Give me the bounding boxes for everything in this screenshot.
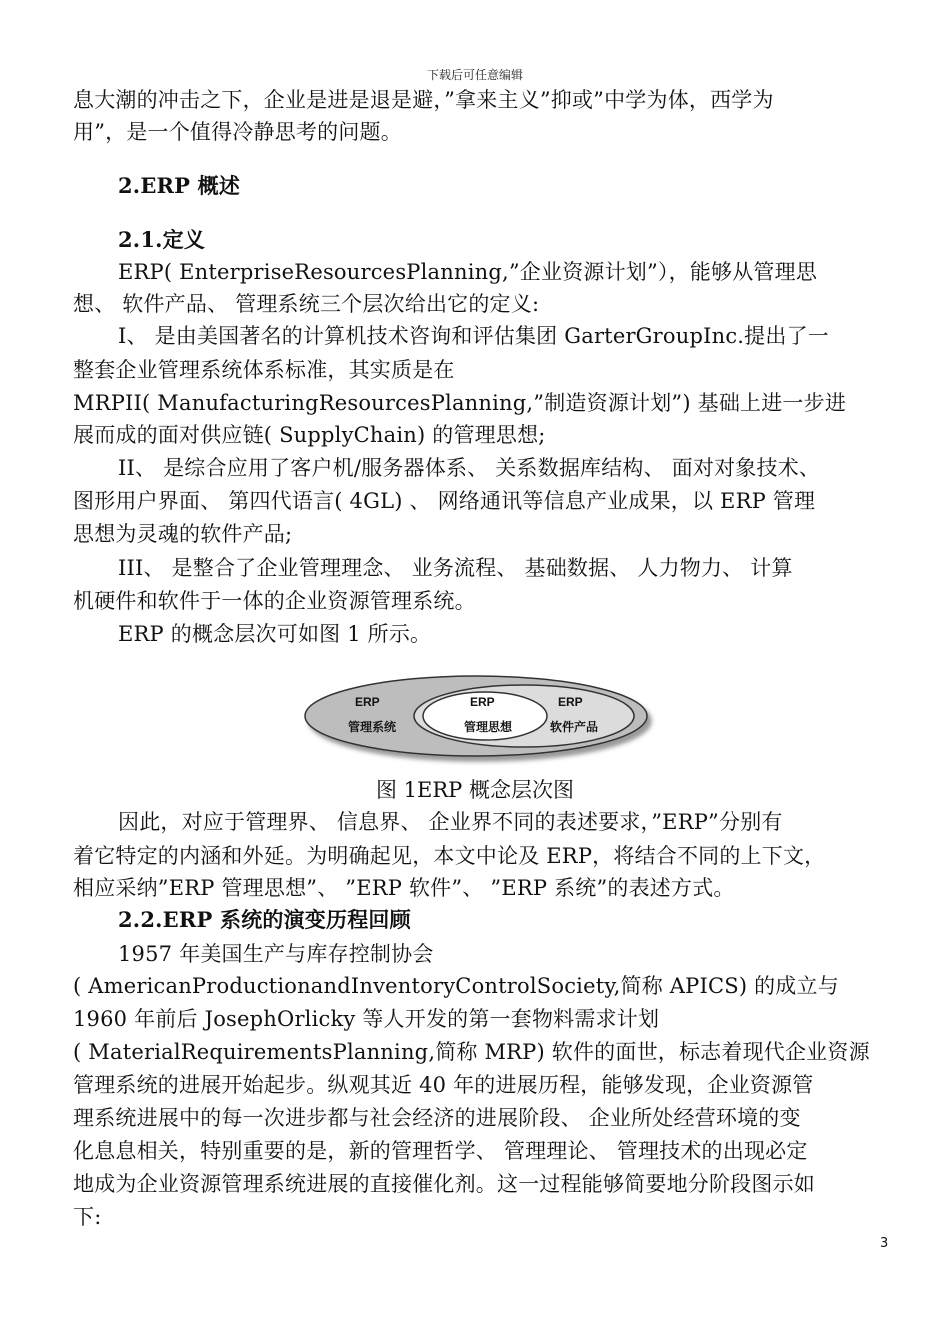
inner-sub: 管理思想 <box>464 720 513 734</box>
subsection-heading: 2.1.定义 <box>118 227 206 252</box>
section-heading: 2.ERP 概述 <box>118 173 241 198</box>
body-line: III、 是整合了企业管理理念、 业务流程、 基础数据、 人力物力、 计算 <box>118 556 793 580</box>
body-line: 整套企业管理系统体系标准，其实质是在 <box>73 358 455 382</box>
body-line: 机硬件和软件于一体的企业资源管理系统。 <box>73 589 476 613</box>
body-line: 因此，对应于管理界、 信息界、 企业界不同的表述要求，”ERP”分别有 <box>118 810 783 834</box>
page-number: 3 <box>880 1236 889 1251</box>
erp-concept-diagram <box>300 668 660 768</box>
body-line: I、 是由美国著名的计算机技术咨询和评估集团 GarterGroupInc.提出了一 <box>118 324 829 348</box>
body-line: 用”，是一个值得冷静思考的问题。 <box>73 120 402 144</box>
right-sub: 软件产品 <box>550 720 599 734</box>
outer-title: ERP <box>355 695 380 709</box>
body-line: 管理系统的进展开始起步。纵观其近 40 年的进展历程，能够发现，企业资源管 <box>73 1073 814 1097</box>
body-line: 地成为企业资源管理系统进展的直接催化剂。这一过程能够简要地分阶段图示如 <box>73 1172 815 1196</box>
body-line: 思想为灵魂的软件产品; <box>73 522 293 546</box>
body-line: 想、 软件产品、 管理系统三个层次给出它的定义: <box>73 292 540 316</box>
body-line: 息大潮的冲击之下，企业是进是退是避，”拿来主义”抑或”中学为体，西学为 <box>73 88 774 112</box>
body-line: MRPII( ManufacturingResourcesPlanning,”制造资源计划”) 基础上进一步进 <box>73 391 847 415</box>
subsection-heading: 2.2.ERP 系统的演变历程回顾 <box>118 907 411 932</box>
body-line: ( AmericanProductionandInventoryControlSociety,简称 APICS) 的成立与 <box>73 974 839 998</box>
body-line: II、 是综合应用了客户机/服务器体系、 关系数据库结构、 面对对象技术、 <box>118 456 821 480</box>
body-line: 着它特定的内涵和外延。为明确起见，本文中论及 ERP，将结合不同的上下文， <box>73 844 826 868</box>
right-title: ERP <box>558 695 583 709</box>
body-line: 图形用户界面、 第四代语言( 4GL) 、 网络通讯等信息产业成果，以 ERP 管理 <box>73 489 816 513</box>
body-line: 相应采纳”ERP 管理思想”、 ”ERP 软件”、 ”ERP 系统”的表述方式。 <box>73 876 735 900</box>
body-line: 化息息相关，特别重要的是，新的管理哲学、 管理理论、 管理技术的出现必定 <box>73 1139 808 1163</box>
body-line: ERP( EnterpriseResourcesPlanning,”企业资源计划”），能够从管理思 <box>118 260 818 284</box>
outer-sub: 管理系统 <box>348 720 397 734</box>
body-line: ERP 的概念层次可如图 1 所示。 <box>118 622 432 646</box>
body-line: 理系统进展中的每一次进步都与社会经济的进展阶段、 企业所处经营环境的变 <box>73 1106 801 1130</box>
page-header: 下载后可任意编辑 <box>426 68 523 82</box>
body-line: 1957 年美国生产与库存控制协会 <box>118 942 434 966</box>
body-line: ( MaterialRequirementsPlanning,简称 MRP) 软件的面世，标志着现代企业资源 <box>73 1040 870 1064</box>
inner-title: ERP <box>470 695 495 709</box>
body-line: 下: <box>73 1205 102 1229</box>
body-line: 展而成的面对供应链( SupplyChain) 的管理思想; <box>73 423 546 447</box>
erp-concept-figure <box>300 668 660 768</box>
figure-caption: 图 1ERP 概念层次图 <box>376 778 574 802</box>
body-line: 1960 年前后 JosephOrlicky 等人开发的第一套物料需求计划 <box>73 1007 660 1031</box>
